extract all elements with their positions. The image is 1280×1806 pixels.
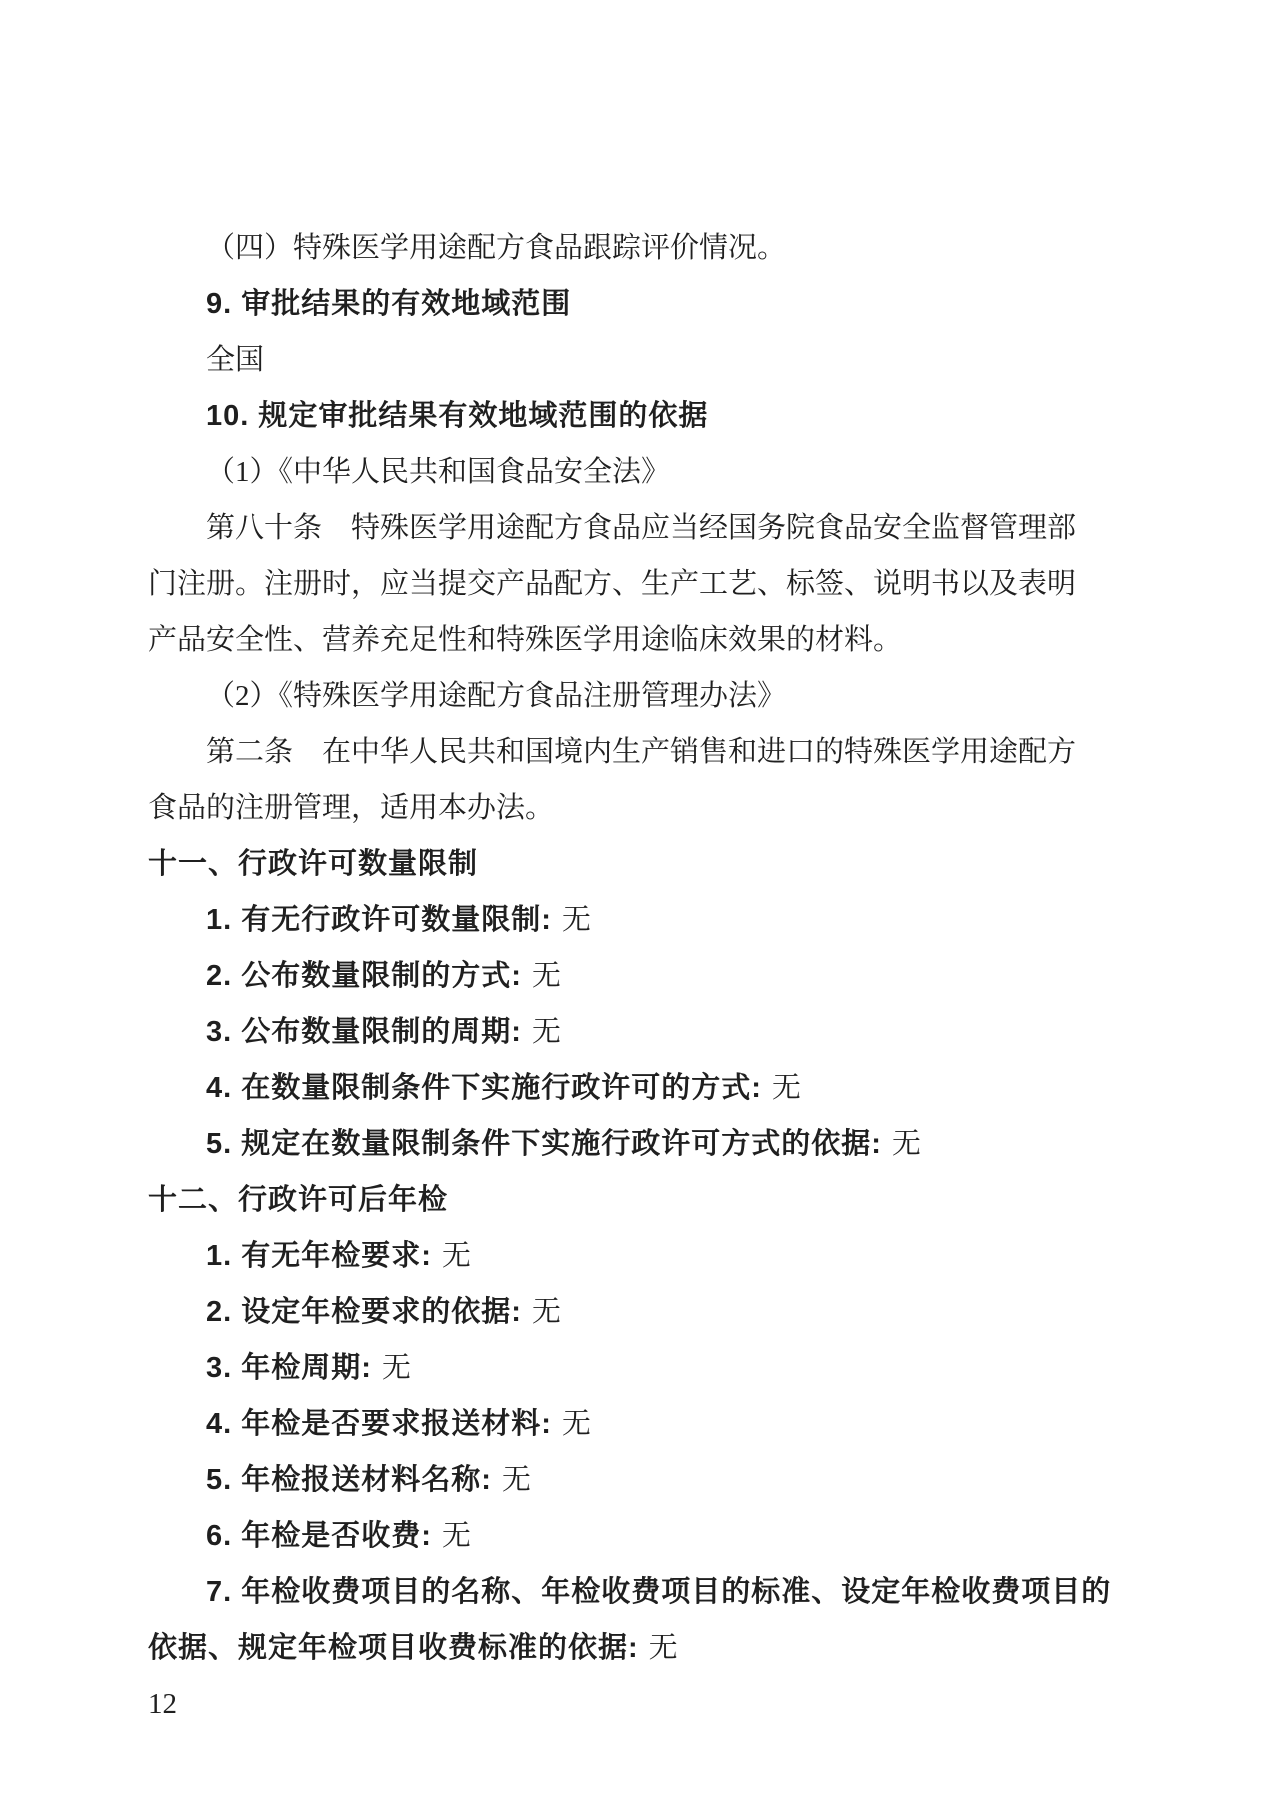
- permit-limit-item-5: [148, 1116, 1093, 1172]
- item-value: 无: [648, 1632, 678, 1664]
- item-value: 无: [381, 1352, 411, 1384]
- permit-limit-item-3: [148, 1004, 1093, 1060]
- basis-2-text-line-1: 第二条 在中华人民共和国境内生产销售和进口的特殊医学用途配方: [206, 736, 1077, 768]
- item-value: 无: [531, 1296, 561, 1328]
- basis-2-title: （2）《特殊医学用途配方食品注册管理办法》: [206, 680, 787, 712]
- permit-limit-item-4: [148, 1060, 1093, 1116]
- basis-1-title: （1）《中华人民共和国食品安全法》: [206, 456, 671, 488]
- page-number: 12: [148, 1688, 177, 1720]
- item-label: 5. 规定在数量限制条件下实施行政许可方式的依据:: [206, 1128, 882, 1160]
- item-label: 1. 有无年检要求:: [206, 1240, 432, 1272]
- annual-check-item-1: [148, 1228, 1093, 1284]
- heading-11: 十一、行政许可数量限制: [148, 848, 479, 880]
- document-body: [148, 220, 1112, 1732]
- heading-10: 10. 规定审批结果有效地域范围的依据: [206, 400, 709, 432]
- item-label: 2. 公布数量限制的方式:: [206, 960, 522, 992]
- annual-check-item-4: [148, 1396, 1093, 1452]
- item-label: 2. 设定年检要求的依据:: [206, 1296, 522, 1328]
- item-value: 无: [531, 960, 561, 992]
- annual-check-item-7-line-1: 7. 年检收费项目的名称、年检收费项目的标准、设定年检收费项目的: [206, 1576, 1112, 1608]
- annual-check-item-6: [148, 1508, 1093, 1564]
- heading-12: 十二、行政许可后年检: [148, 1184, 449, 1216]
- item-value: 无: [561, 1408, 591, 1440]
- item-value: 无: [531, 1016, 561, 1048]
- item-label: 6. 年检是否收费:: [206, 1520, 432, 1552]
- para-tracking-evaluation: （四）特殊医学用途配方食品跟踪评价情况。: [206, 232, 787, 264]
- annual-check-item-3: [148, 1340, 1093, 1396]
- item-label: 1. 有无行政许可数量限制:: [206, 904, 552, 936]
- item-value: 无: [891, 1128, 921, 1160]
- para-region-scope: 全国: [206, 344, 265, 376]
- item-label: 3. 年检周期:: [206, 1352, 372, 1384]
- item-label: 4. 年检是否要求报送材料:: [206, 1408, 552, 1440]
- item-value: 无: [771, 1072, 801, 1104]
- item-label: 依据、规定年检项目收费标准的依据:: [148, 1632, 639, 1664]
- basis-1-text-line-1: 第八十条 特殊医学用途配方食品应当经国务院食品安全监督管理部: [206, 512, 1077, 544]
- item-label: 3. 公布数量限制的周期:: [206, 1016, 522, 1048]
- item-value: 无: [441, 1520, 471, 1552]
- item-label: 5. 年检报送材料名称:: [206, 1464, 492, 1496]
- basis-1-text-line-3: 产品安全性、营养充足性和特殊医学用途临床效果的材料。: [148, 624, 903, 656]
- item-value: 无: [441, 1240, 471, 1272]
- permit-limit-item-2: [148, 948, 1093, 1004]
- item-label: 4. 在数量限制条件下实施行政许可的方式:: [206, 1072, 762, 1104]
- annual-check-item-7-line-2: [148, 1620, 1093, 1676]
- basis-1-text-line-2: 门注册。注册时，应当提交产品配方、生产工艺、标签、说明书以及表明: [148, 568, 1077, 600]
- annual-check-item-2: [148, 1284, 1093, 1340]
- item-value: 无: [561, 904, 591, 936]
- basis-2-text-line-2: 食品的注册管理，适用本办法。: [148, 792, 555, 824]
- item-value: 无: [501, 1464, 531, 1496]
- annual-check-item-5: [148, 1452, 1093, 1508]
- permit-limit-item-1: [148, 892, 1093, 948]
- heading-9: 9. 审批结果的有效地域范围: [206, 288, 572, 320]
